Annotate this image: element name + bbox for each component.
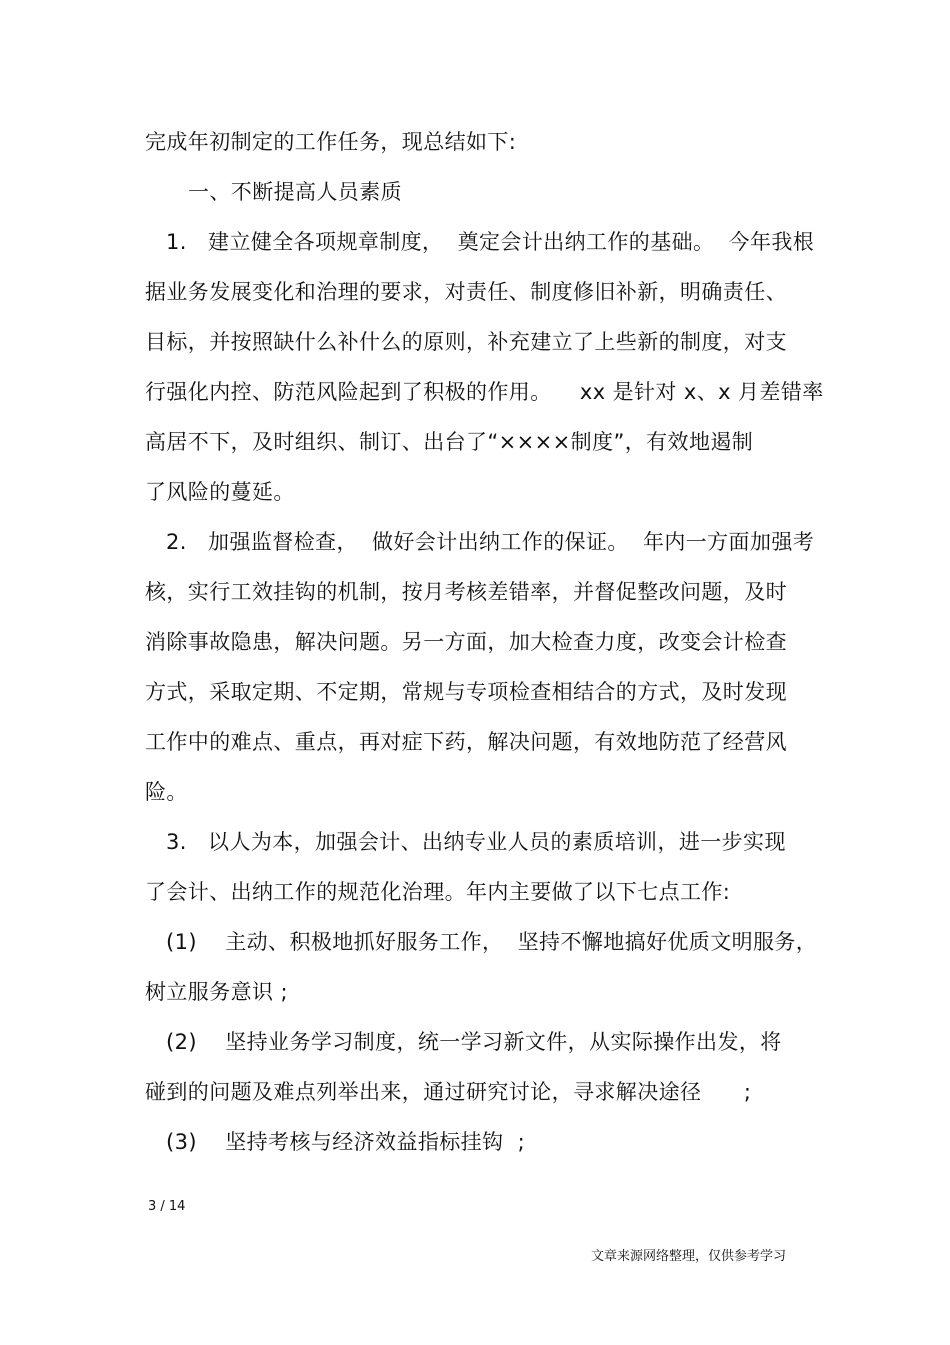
paragraph-line: 据业务发展变化和治理的要求，对责任、制度修旧补新，明确责任、 <box>145 280 787 304</box>
paragraph-line: 消除事故隐患，解决问题。另一方面，加大检查力度，改变会计检查 <box>145 630 787 654</box>
section-heading: 一、不断提高人员素质 <box>188 180 402 204</box>
list-item-line: 树立服务意识 ; <box>145 980 288 1004</box>
paragraph-line: 险。 <box>145 780 188 804</box>
paragraph-line: 3. 以人为本，加强会计、出纳专业人员的素质培训，进一步实现 <box>166 830 786 854</box>
paragraph-line: 工作中的难点、重点，再对症下药，解决问题，有效地防范了经营风 <box>145 730 787 754</box>
list-item-line: (3) 坚持考核与经济效益指标挂钩 ; <box>166 1130 526 1154</box>
list-item-line: 碰到的问题及难点列举出来，通过研究讨论，寻求解决途径 ; <box>145 1080 752 1104</box>
paragraph-line: 目标，并按照缺什么补什么的原则，补充建立了上些新的制度，对支 <box>145 330 787 354</box>
paragraph-line: 方式，采取定期、不定期，常规与专项检查相结合的方式，及时发现 <box>145 680 787 704</box>
paragraph-line: 了风险的蔓延。 <box>145 480 295 504</box>
page-number: 3 / 14 <box>148 1199 186 1214</box>
paragraph-line: 高居不下，及时组织、制订、出台了“××××制度”，有效地遏制 <box>145 430 754 454</box>
paragraph-line: 完成年初制定的工作任务，现总结如下: <box>145 130 517 154</box>
footer-note: 文章来源网络整理，仅供参考学习 <box>591 1249 787 1264</box>
list-item-line: (1) 主动、积极地抓好服务工作， 坚持不懈地搞好优质文明服务， <box>166 930 818 954</box>
list-item-line: (2) 坚持业务学习制度，统一学习新文件，从实际操作出发，将 <box>166 1030 782 1054</box>
paragraph-line: 2. 加强监督检查， 做好会计出纳工作的保证。 年内一方面加强考 <box>166 530 815 554</box>
paragraph-line: 了会计、出纳工作的规范化治理。年内主要做了以下七点工作: <box>145 880 731 904</box>
paragraph-line: 1. 建立健全各项规章制度， 奠定会计出纳工作的基础。 今年我根 <box>166 230 815 254</box>
paragraph-line: 核，实行工效挂钩的机制，按月考核差错率，并督促整改问题，及时 <box>145 580 787 604</box>
paragraph-line: 行强化内控、防范风险起到了积极的作用。 xx 是针对 x、x 月差错率 <box>145 380 824 404</box>
